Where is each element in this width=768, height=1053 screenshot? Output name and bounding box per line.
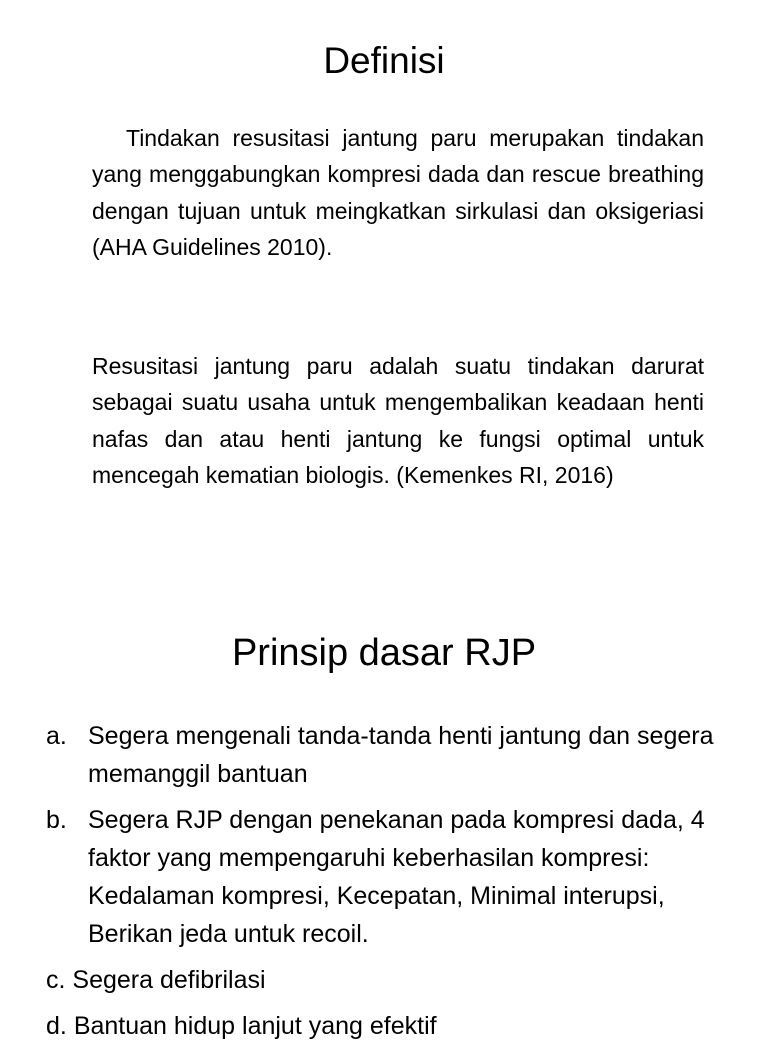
list-item: [0, 1007, 706, 1045]
list-marker: c.: [46, 966, 66, 994]
list-marker: a.: [46, 722, 67, 750]
list-item: [0, 801, 748, 953]
section-title: Prinsip dasar RJP: [231, 632, 537, 674]
list-item-text: Segera defibrilasi: [72, 966, 266, 994]
list-item: [0, 717, 748, 793]
list-item-text: Segera RJP dengan penekanan pada kompresi dada, 4 faktor yang mempengaruhi keberhasilan kompresi: Kedalaman kompresi, Kecepatan, Minimal interupsi, Berikan jeda untuk recoil.: [88, 806, 705, 948]
page-title: Definisi: [323, 40, 445, 81]
list-marker: d.: [46, 1012, 67, 1040]
list-item: [0, 961, 706, 999]
definition-paragraph-1: Tindakan resusitasi jantung paru merupakan tindakan yang menggabungkan kompresi dada dan rescue breathing dengan tujuan untuk meingkatkan sirkulasi dan oksigeriasi (AHA Guidelines 2010).: [92, 125, 704, 261]
slide-prinsip: [0, 560, 768, 1040]
list-item-text: Bantuan hidup lanjut yang efektif: [73, 1012, 437, 1040]
definition-paragraph-2: Resusitasi jantung paru adalah suatu tindakan darurat sebagai suatu usaha untuk mengembalikan keadaan henti nafas dan atau henti jantung ke fungsi optimal untuk mencegah kematian biologis. (Kemenkes RI, 2016): [92, 353, 704, 489]
list-item-text: Segera mengenali tanda-tanda henti jantung dan segera memanggil bantuan: [88, 722, 714, 788]
principle-list: [0, 717, 768, 1053]
list-marker: b.: [46, 806, 67, 834]
